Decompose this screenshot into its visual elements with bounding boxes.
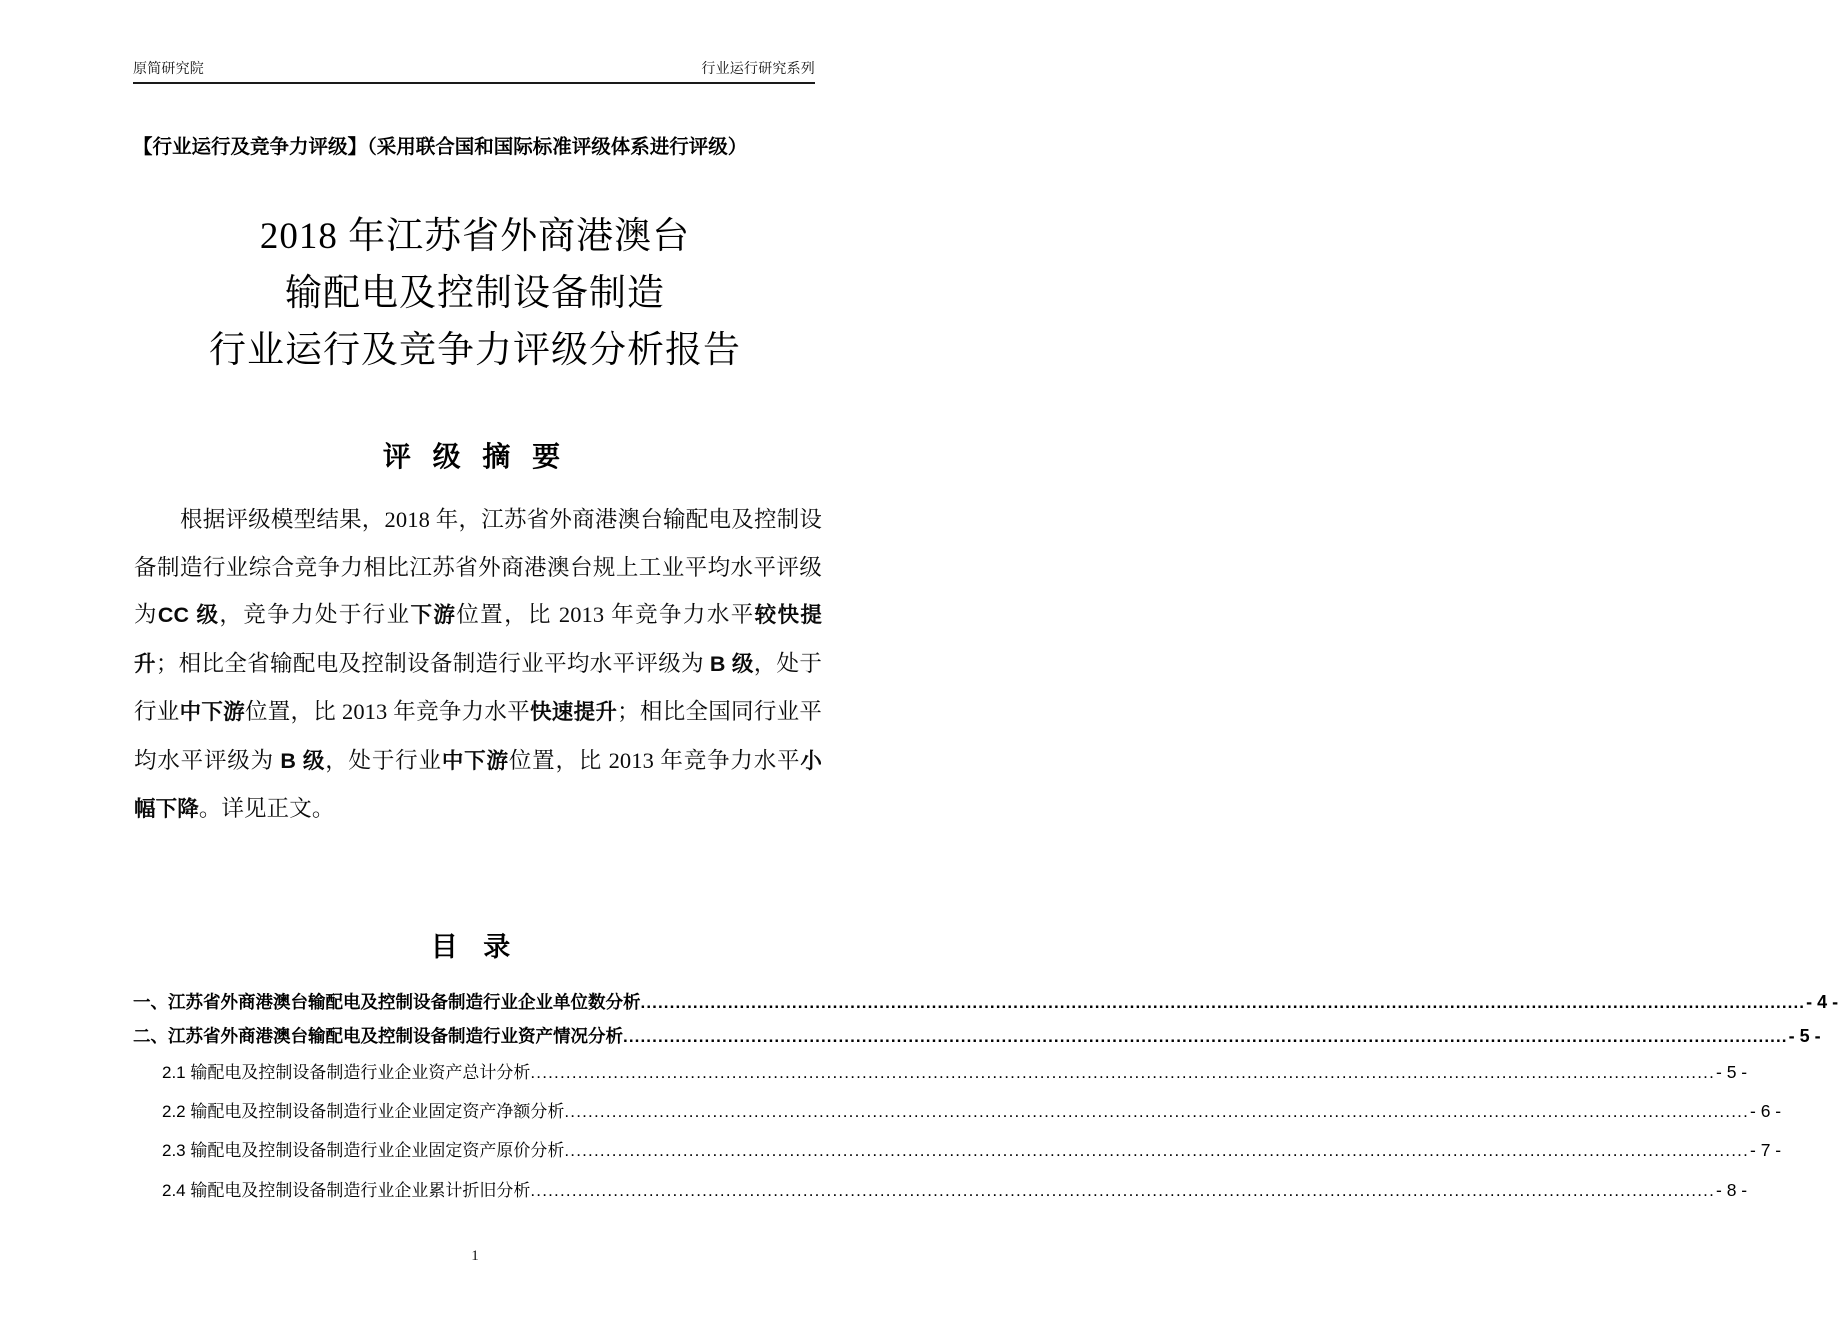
summary-text: 位置，比 2013 年竞争力水平	[508, 747, 801, 773]
summary-text: ，处于行业	[325, 747, 442, 773]
toc-dot-leader: ........................................................................................................................................................................................................	[623, 1026, 1788, 1046]
toc-page-number: - 8 -	[1716, 1179, 1748, 1200]
header-right-text: 行业运行研究系列	[701, 60, 815, 76]
toc-dot-leader: ........................................................................................................................................................................................................	[564, 1141, 1749, 1161]
toc-dot-leader: ........................................................................................................................................................................................................	[564, 1102, 1749, 1122]
summary-text: ，竞争力处于行业	[219, 602, 411, 627]
summary-emphasis: CC 级	[157, 603, 220, 627]
summary-emphasis: 中下游	[441, 748, 509, 773]
summary-text: ；相比全省输配电及控制设备制造行业平均水平评级为	[155, 650, 710, 676]
header-left-text: 原简研究院	[133, 60, 204, 76]
toc-entry[interactable]	[133, 1131, 1782, 1170]
toc-entry[interactable]	[133, 1020, 1821, 1054]
page-title	[0, 208, 950, 379]
toc-entry[interactable]	[133, 1053, 1748, 1092]
toc-entry[interactable]	[133, 986, 1838, 1020]
summary-text: 位置，比 2013 年竞争力水平	[244, 699, 530, 724]
rating-scope-line: 【行业运行及竞争力评级】（采用联合国和国际标准评级体系进行评级）	[133, 137, 748, 158]
summary-emphasis: B 级	[709, 651, 754, 676]
summary-paragraph	[134, 496, 822, 834]
summary-emphasis: 小幅下降	[134, 748, 822, 821]
table-of-contents	[133, 986, 1838, 1210]
toc-entry[interactable]	[133, 1092, 1782, 1131]
toc-entry-label: 二、江苏省外商港澳台输配电及控制设备制造行业资产情况分析	[133, 1025, 623, 1046]
summary-text: 位置，比 2013 年竞争力水平	[456, 602, 755, 627]
toc-page-number: - 5 -	[1716, 1062, 1748, 1082]
summary-text: 。详见正文。	[198, 796, 335, 821]
toc-entry[interactable]	[133, 1171, 1748, 1210]
toc-page-number: - 7 -	[1750, 1140, 1782, 1161]
toc-entry-label: 2.2 输配电及控制设备制造行业企业固定资产净额分析	[162, 1102, 565, 1122]
title-line-1: 2018 年江苏省外商港澳台	[259, 216, 691, 257]
summary-emphasis: 快速提升	[530, 700, 618, 724]
toc-entry-label: 2.1 输配电及控制设备制造行业企业资产总计分析	[162, 1063, 531, 1082]
title-line-2: 输配电及控制设备制造	[285, 273, 665, 314]
toc-page-number: - 6 -	[1750, 1101, 1782, 1122]
toc-entry-label: 一、江苏省外商港澳台输配电及控制设备制造行业企业单位数分析	[133, 992, 641, 1012]
running-header	[133, 58, 815, 84]
toc-dot-leader: ........................................................................................................................................................................................................	[530, 1180, 1715, 1200]
summary-text: ，处于行业	[134, 650, 822, 724]
title-line-3: 行业运行及竞争力评级分析报告	[209, 330, 741, 371]
summary-text: ；相比全国同行业平均水平评级为	[134, 699, 823, 773]
toc-entry-label: 2.3 输配电及控制设备制造行业企业固定资产原价分析	[162, 1141, 565, 1161]
toc-heading: 目 录	[430, 932, 520, 962]
summary-heading: 评 级 摘 要	[382, 441, 568, 472]
summary-emphasis: 较快提升	[134, 603, 822, 676]
summary-text: 根据评级模型结果，2018 年，江苏省外商港澳台输配电及控制设备制造行业综合竞争力相比江苏省外商港澳台规上工业平均水平评级为	[134, 507, 822, 627]
summary-emphasis: 中下游	[179, 700, 245, 724]
toc-dot-leader: ........................................................................................................................................................................................................	[640, 993, 1806, 1012]
summary-emphasis: 下游	[410, 603, 457, 627]
footer-page-number: 1	[471, 1248, 479, 1264]
summary-emphasis: B 级	[280, 748, 326, 773]
toc-page-number: - 4 -	[1806, 992, 1838, 1012]
toc-page-number: - 5 -	[1788, 1025, 1821, 1046]
toc-dot-leader: ........................................................................................................................................................................................................	[530, 1063, 1715, 1082]
toc-entry-label: 2.4 输配电及控制设备制造行业企业累计折旧分析	[162, 1180, 531, 1200]
